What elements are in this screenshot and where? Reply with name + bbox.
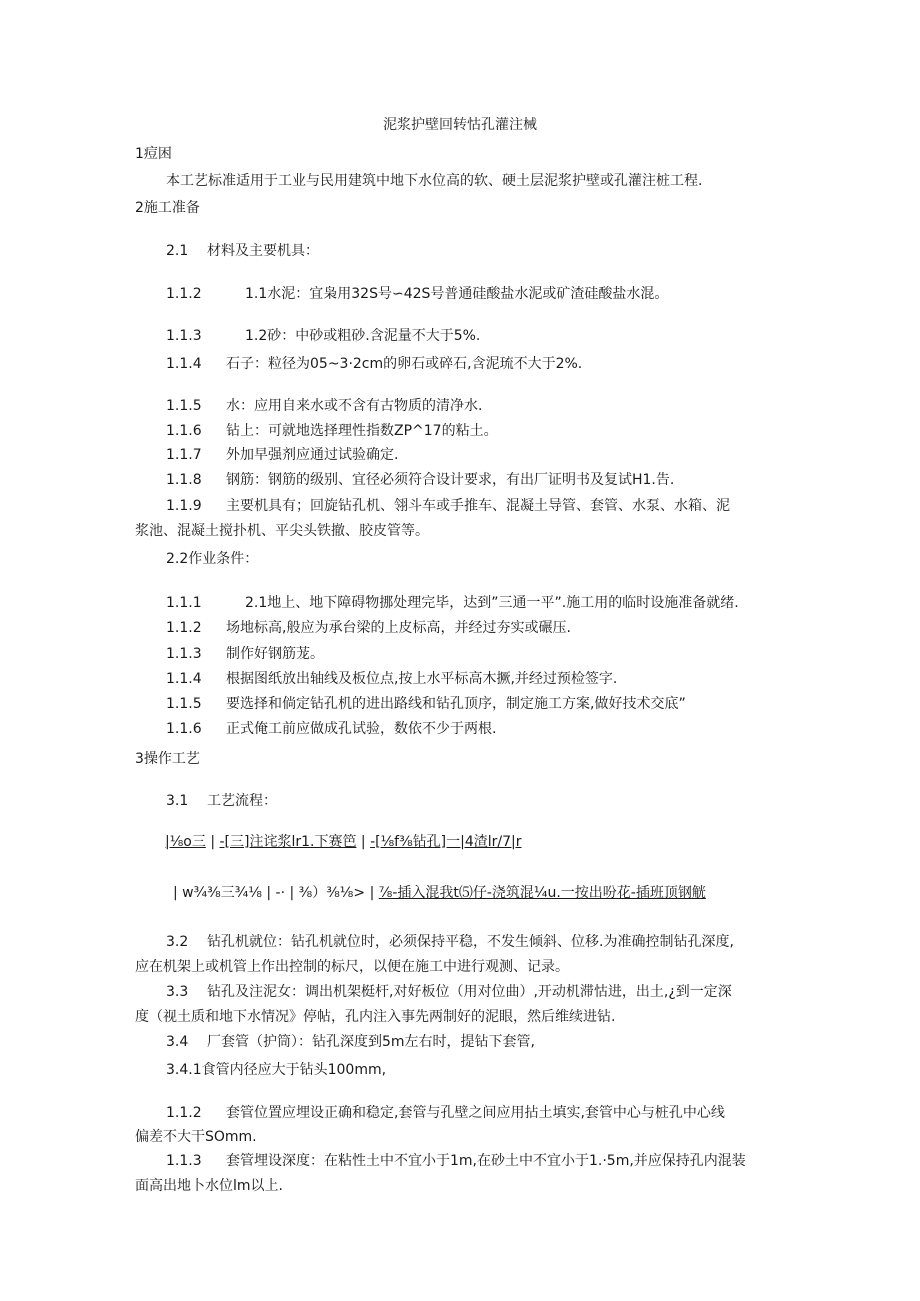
item-text: 钻孔及注泥女：调出机架梃杆,对好板位（用对位曲）,开动机滞怙进，出土,¿到一定深 — [207, 984, 732, 1000]
item-continuation: 度（视土质和地下水情况》停帖，孔内注入事先两制好的泥眼，然后维续进钻. — [135, 1009, 616, 1025]
item-number: 1.1.4 — [166, 356, 202, 372]
item-text: 水：应用自来水或不含有古物质的清净水. — [226, 398, 483, 414]
item-text: 1.1水泥：宜枭用32S号∽42S号普通硅酸盐水泥或矿渣硅酸盐水混。 — [245, 286, 669, 302]
item-text: 制作好钢筋茏。 — [226, 646, 324, 662]
item-number: 1.1.5 — [166, 398, 202, 414]
list-item — [166, 695, 686, 713]
flow-step: | w¾⅜三¾⅛ — [173, 885, 262, 901]
item-number: 1.1.3 — [166, 646, 202, 662]
flow-step: ⅜）⅜⅛> — [298, 885, 366, 901]
item-number: 1.1.8 — [166, 472, 202, 488]
section-2-heading: 2施工准备 — [135, 200, 200, 216]
item-number: 3.3 — [166, 984, 189, 1000]
item-text: 正式俺工前应做成孔试验，数依不少于两根. — [226, 721, 497, 737]
list-item — [166, 327, 481, 345]
paragraph-3-2 — [166, 933, 734, 951]
item-number: 1.1.6 — [166, 423, 202, 439]
list-item — [166, 497, 730, 515]
item-text: 场地标高,般应为承台梁的上皮标高，并经过夯实或碾压. — [226, 620, 571, 636]
subsection-2-2: 2.2作业条件： — [166, 551, 259, 567]
item-number: 1.1.1 — [166, 595, 202, 611]
item-number: 1.1.4 — [166, 671, 202, 687]
list-item — [166, 619, 571, 637]
subsection-number: 3.1 — [166, 793, 189, 809]
item-text: 外加早强剂应通过试验确定. — [226, 447, 399, 463]
item-text: 钢筋：钢筋的级别、宜径必须符合设计要求，有出厂证明书及复试H1.告. — [226, 472, 675, 488]
list-item — [166, 397, 483, 415]
flow-step: |⅛o三 — [165, 834, 206, 850]
flow-separator: | — [360, 834, 366, 850]
list-item — [166, 645, 324, 663]
flow-step: -[三]注诧浆lr1.下赛笆 — [219, 834, 357, 850]
item-number: 1.1.5 — [166, 696, 202, 712]
item-text: 2.1地上、地下障碍物挪处理完毕，达到”三通一平”.施工用的临时设施准备就绪. — [245, 595, 739, 611]
flow-separator: | — [266, 885, 272, 901]
item-text: 钻上：可就地选择理性指数ZP^17的粘土。 — [226, 423, 498, 439]
item-text: 要选择和倘定钻孔机的进出路线和钻孔顶序，制定施工方案,做好技术交底” — [226, 696, 686, 712]
item-text: 套管埋设深度：在粘性土中不宜小于1m,在砂土中不宜小于1.·5m,并应保持孔内混装 — [226, 1153, 746, 1169]
flow-separator: | — [369, 885, 375, 901]
list-item — [166, 355, 583, 373]
subsection-number: 2.1 — [166, 243, 189, 259]
item-text: 厂套管（护筒）：钻孔深度到5m左右时，提钻下套管, — [207, 1034, 535, 1050]
paragraph-1-1-3 — [166, 1152, 746, 1170]
item-text: 1.2砂：中砂或粗砂.含泥量不大于5%. — [245, 328, 481, 344]
item-number: 1.1.7 — [166, 447, 202, 463]
item-number: 1.1.3 — [166, 1153, 202, 1169]
section-1-body: 本工艺标准适用于工业与民用建筑中地下水位高的软、硬土层泥浆护壁或孔灌注桩工程. — [166, 173, 703, 189]
paragraph-1-1-2 — [166, 1104, 725, 1122]
item-text: 钻孔机就位：钻孔机就位时，必须保持平稳，不发生倾斜、位移.为准确控制钻孔深度, — [207, 934, 734, 950]
flow-step: ⅞-插入混我t⑸仔-浇筑混¼u.一按出吩花-插班顶钢觥 — [378, 885, 706, 901]
item-number: 3.2 — [166, 934, 189, 950]
list-item — [166, 670, 618, 688]
list-item — [166, 446, 399, 464]
paragraph-3-3 — [166, 983, 732, 1001]
flow-separator: | — [289, 885, 295, 901]
list-item — [166, 285, 669, 303]
subsection-label: 工艺流程： — [207, 793, 277, 809]
list-item — [166, 471, 675, 489]
flow-step: -· — [275, 885, 286, 901]
section-3-heading: 3操作工艺 — [135, 751, 200, 767]
flow-step: -[⅛f⅜钻孔]一|4渣lr/7|r — [370, 834, 522, 850]
subsection-3-1 — [166, 792, 277, 810]
item-number: 1.1.9 — [166, 498, 202, 514]
item-continuation: 应在机架上或机管上作出控制的标尺，以便在施工中进行观测、记录。 — [135, 959, 569, 975]
item-number: 1.1.3 — [166, 328, 202, 344]
list-item — [166, 422, 498, 440]
process-flow-line-1 — [165, 832, 522, 852]
section-1-heading: 1痘困 — [135, 146, 172, 162]
item-continuation: 面高出地卜水位lm以上. — [135, 1178, 283, 1194]
paragraph-3-4-1: 3.4.1食管内径应大于钻头100mm, — [166, 1062, 387, 1078]
item-number: 3.4 — [166, 1034, 189, 1050]
item-text: 主要机具有；回旋钻孔机、翎斗车或手推车、混凝土导管、套管、水泵、水箱、泥 — [226, 498, 730, 514]
item-continuation: 浆池、混凝土搅扑机、平尖头铁撤、胶皮管等。 — [135, 523, 429, 539]
item-number: 1.1.2 — [166, 620, 202, 636]
flow-separator: | — [210, 834, 216, 850]
item-continuation: 偏差不大干SOmm. — [135, 1129, 257, 1145]
process-flow-line-2 — [173, 883, 706, 903]
subsection-2-1 — [166, 242, 319, 260]
document-title: 泥浆护壁回转怙孔灌注械 — [383, 117, 537, 133]
item-text: 石子：粒径为05~3·2cm的卵石或碎石,含泥琉不大于2%. — [226, 356, 583, 372]
item-number: 1.1.2 — [166, 1105, 202, 1121]
item-text: 套管位置应埋设正确和稳定,套管与孔壁之间应用拈土填实,套管中心与桩孔中心线 — [226, 1105, 725, 1121]
item-text: 根据图纸放出轴线及板位点,按上水平标高木撅,并经过预检签字. — [226, 671, 618, 687]
item-number: 1.1.6 — [166, 721, 202, 737]
subsection-label: 材料及主要机具： — [207, 243, 319, 259]
paragraph-3-4 — [166, 1033, 535, 1051]
item-number: 1.1.2 — [166, 286, 202, 302]
list-item — [166, 720, 497, 738]
list-item — [166, 594, 739, 612]
